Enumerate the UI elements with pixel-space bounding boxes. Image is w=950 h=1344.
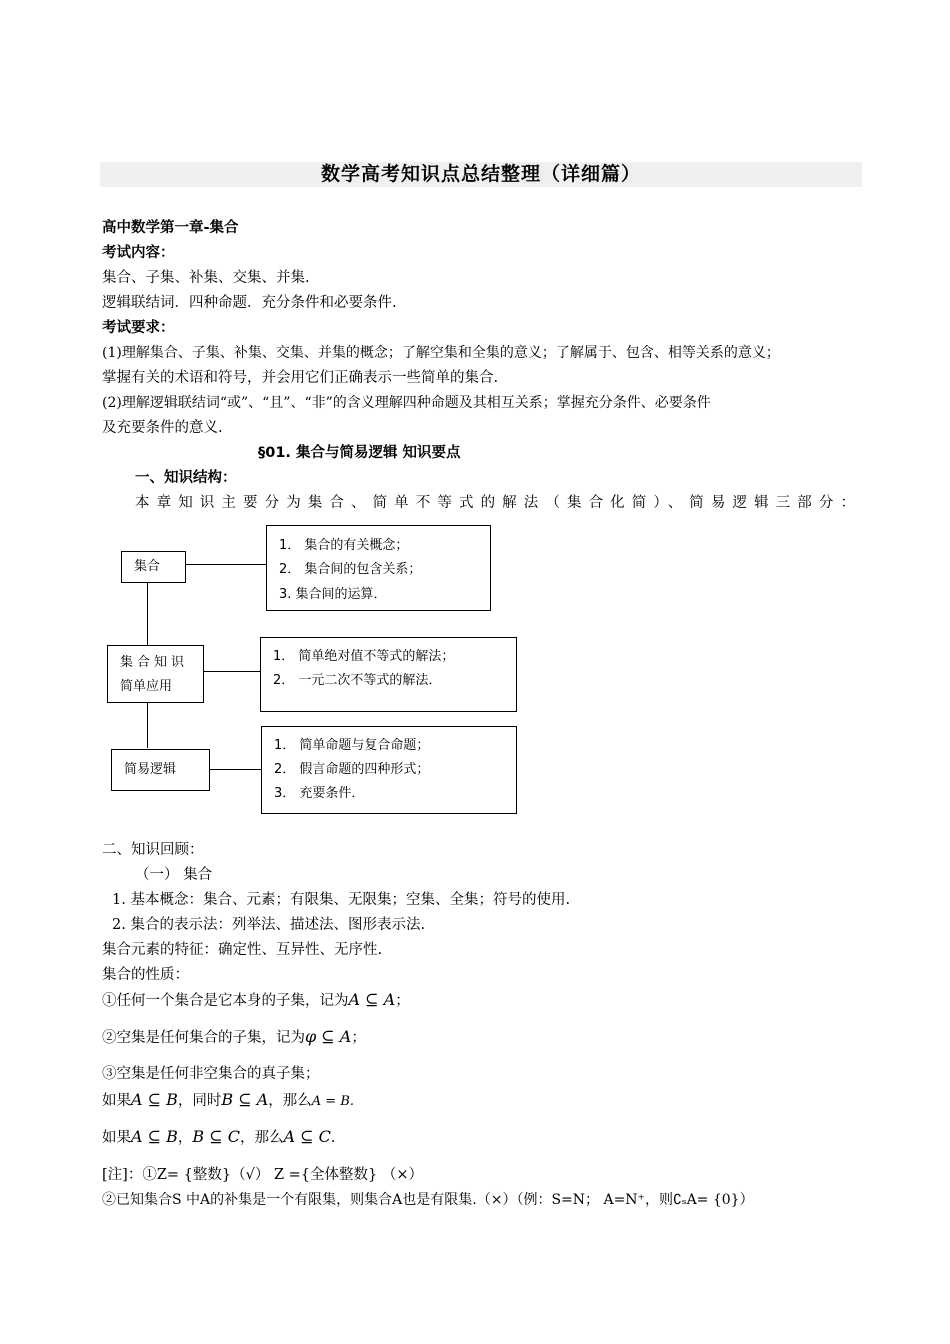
exam-req-line: (2)理解逻辑联结词“或”、“且”、“非”的含义理解四种命题及其相互关系；掌握充分条件、必要条件 [102, 395, 711, 411]
text: ，同时 [177, 1093, 222, 1109]
diagram-item: 1． 简单命题与复合命题； [274, 738, 430, 753]
set-properties-heading: 集合的性质： [102, 967, 189, 983]
text: . [330, 1130, 336, 1146]
box-label: 简易逻辑 [124, 762, 177, 777]
exam-content-line: 逻辑联结词．四种命题．充分条件和必要条件. [102, 295, 397, 311]
property-2 [102, 1027, 366, 1048]
set-concepts-box [266, 525, 491, 611]
review-item: 1. 基本概念：集合、元素；有限集、无限集；空集、全集；符号的使用. [112, 892, 571, 908]
connector-line [210, 769, 261, 770]
property-3: ③空集是任何非空集合的真子集； [102, 1066, 320, 1082]
structure-heading: 一、知识结构： [135, 470, 237, 486]
math-expression: φ ⊆ A [305, 1027, 352, 1046]
document-title: 数学高考知识点总结整理（详细篇） [320, 163, 641, 185]
set-application-box [107, 645, 204, 703]
math-expression: A ⊆ A [348, 990, 396, 1009]
diagram-item: 1． 简单绝对值不等式的解法； [273, 649, 455, 664]
box-label: 集合 [134, 559, 161, 574]
exam-req-line: 掌握有关的术语和符号，并会用它们正确表示一些简单的集合. [102, 370, 499, 386]
set-features: 集合元素的特征：确定性、互异性、无序性. [102, 942, 383, 958]
review-item: 2. 集合的表示法：列举法、描述法、图形表示法. [112, 917, 426, 933]
review-subheading: （一） 集合 [135, 867, 213, 883]
math-expression: B ⊆ A [221, 1090, 269, 1109]
note-1: [注]：①Z= {整数}（√） Z ={全体整数} （×） [102, 1167, 423, 1183]
exam-content-line: 集合、子集、补集、交集、并集. [102, 270, 310, 286]
text: ，那么 [268, 1093, 312, 1109]
diagram-item: 3． 充要条件． [274, 786, 365, 801]
math-expression: A ⊆ B [131, 1090, 178, 1109]
math-expression: A ⊆ C [283, 1127, 331, 1146]
section-title: §01. 集合与简易逻辑 知识要点 [258, 445, 461, 461]
property-1 [102, 990, 410, 1011]
box-label: 集合知识 [120, 655, 189, 670]
box-label: 简单应用 [120, 679, 173, 694]
text: 如果 [102, 1093, 131, 1109]
exam-req-heading: 考试要求： [102, 320, 175, 336]
connector-line [204, 671, 260, 672]
review-heading: 二、知识回顾： [102, 842, 204, 858]
text: 如果 [102, 1130, 131, 1146]
exam-content-heading: 考试内容： [102, 245, 175, 261]
text: ， [177, 1130, 193, 1146]
property-text: ②空集是任何集合的子集，记为 [102, 1030, 305, 1046]
note-2: ②已知集合S 中A的补集是一个有限集，则集合A也是有限集.（×）（例：S=N； A=N⁺，则∁ₛA= {0}） [102, 1192, 754, 1208]
math-expression: A ⊆ B [131, 1127, 178, 1146]
diagram-item: 2． 集合间的包含关系； [279, 562, 422, 577]
diagram-item: 1． 集合的有关概念； [279, 538, 409, 553]
exam-req-line: (1)理解集合、子集、补集、交集、并集的概念；了解空集和全集的意义；了解属于、包含、相等关系的意义； [102, 345, 780, 361]
property-end: ； [395, 993, 410, 1009]
structure-intro: 本章知识主要分为集合、简单不等式的解法（集合化简）、简易逻辑三部分： [135, 495, 855, 511]
inequality-box [260, 637, 517, 712]
text: ，那么 [239, 1130, 284, 1146]
diagram-item: 3. 集合间的运算． [279, 587, 387, 602]
diagram-item: 2． 一元二次不等式的解法． [273, 673, 442, 688]
if-statement-2 [102, 1127, 335, 1148]
if-statement-1 [102, 1090, 354, 1112]
math-expression: A = B. [311, 1094, 355, 1109]
chapter-heading: 高中数学第一章-集合 [102, 220, 239, 236]
property-end: ； [351, 1030, 366, 1046]
set-box [121, 551, 186, 583]
math-expression: B ⊆ C [192, 1127, 240, 1146]
logic-topics-box [261, 726, 517, 814]
diagram-item: 2． 假言命题的四种形式； [274, 762, 430, 777]
property-text: ①任何一个集合是它本身的子集，记为 [102, 993, 349, 1009]
connector-line [186, 564, 266, 565]
simple-logic-box [111, 749, 210, 791]
exam-req-line: 及充要条件的意义. [102, 420, 223, 436]
